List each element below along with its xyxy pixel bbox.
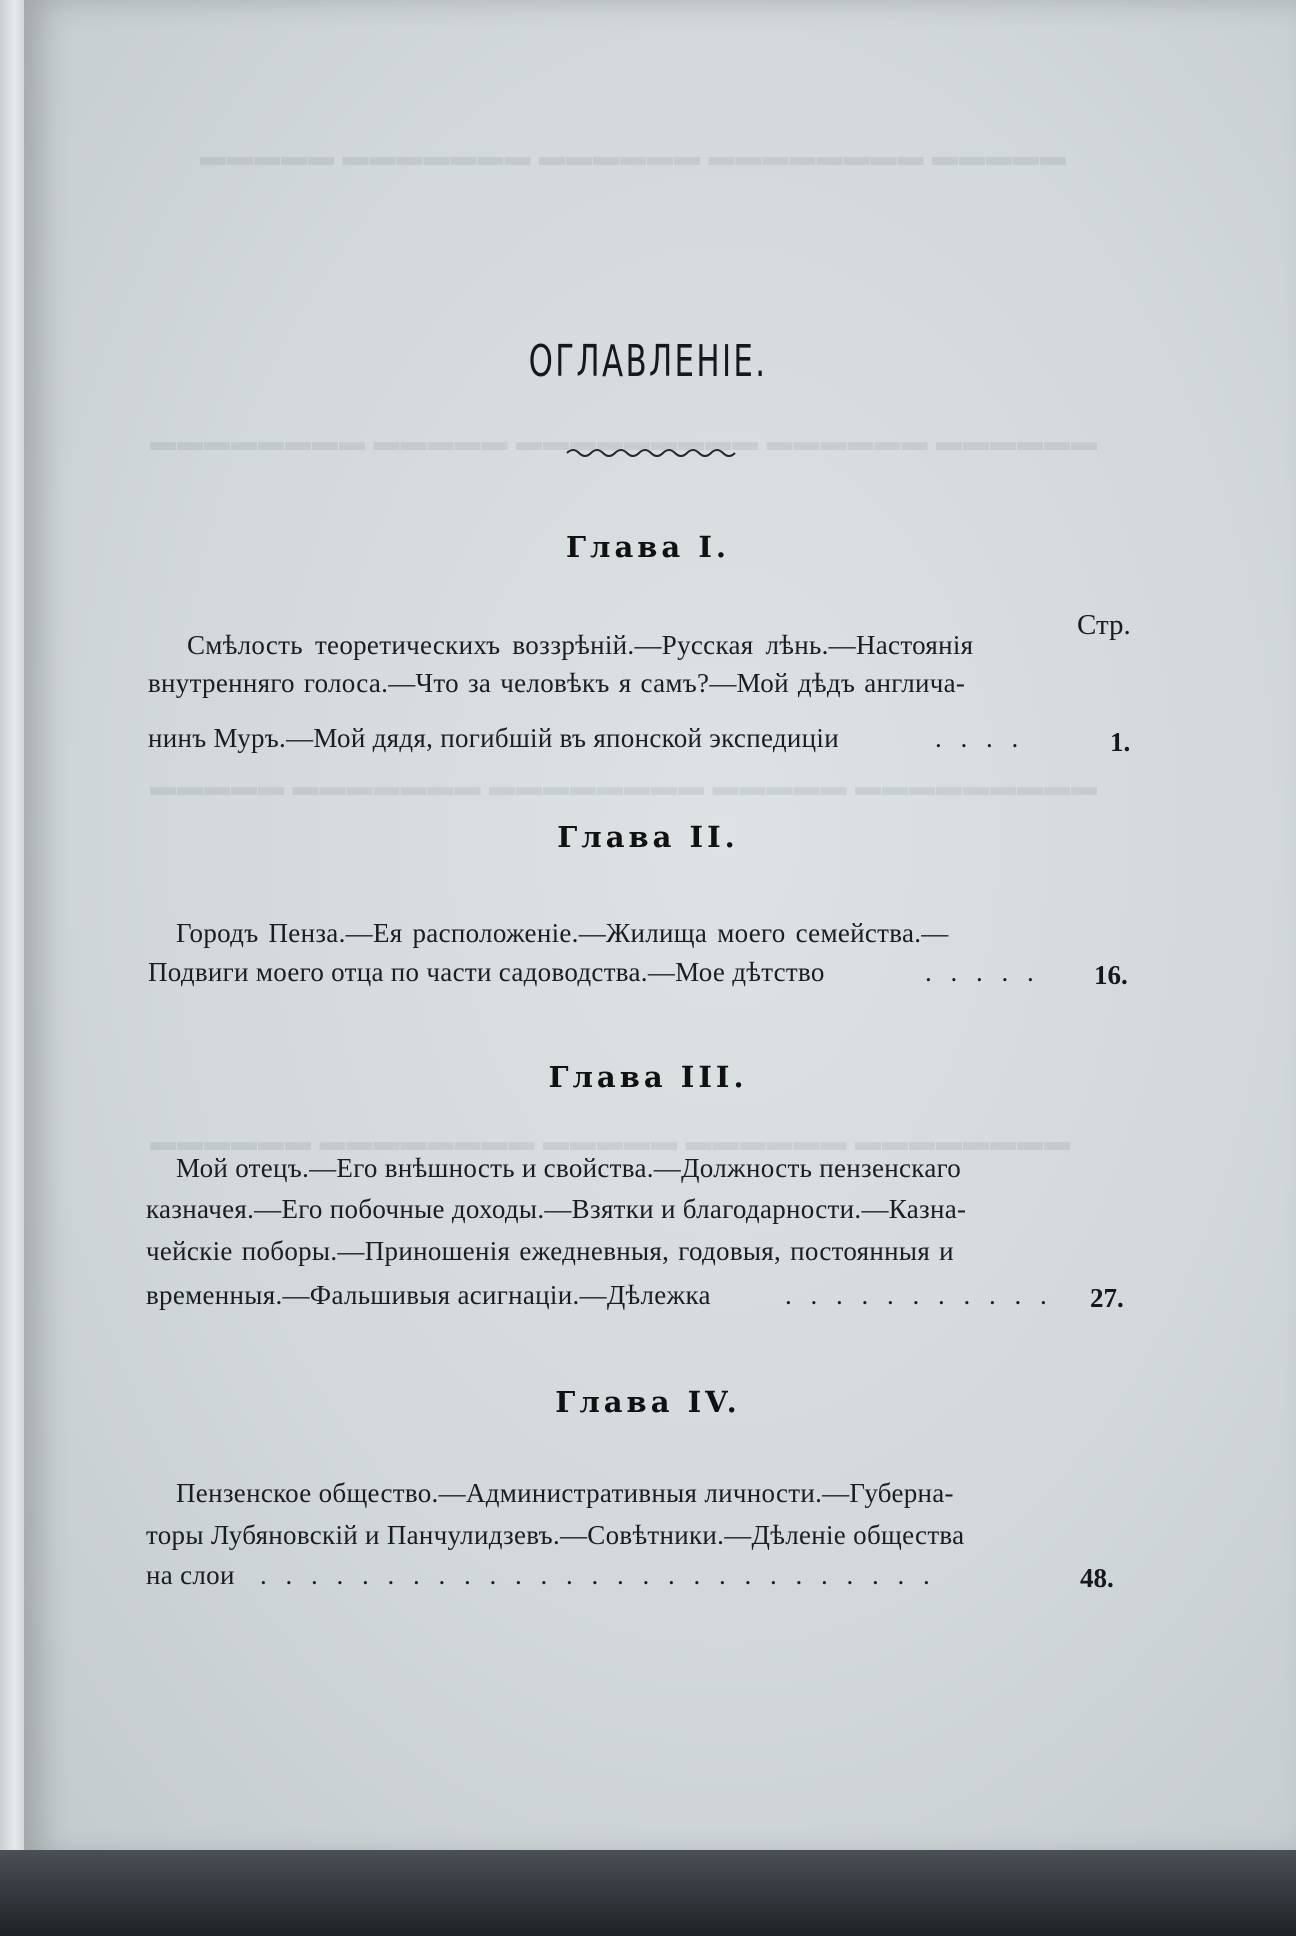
chapter-summary-line: Городъ Пенза.—Ея расположеніе.—Жилища моего семейства.— <box>176 918 949 948</box>
show-through-texture: ▬▬▬▬▬ ▬▬▬▬▬▬▬ ▬▬▬▬▬▬▬▬ ▬▬▬▬▬ ▬▬▬▬▬▬▬▬▬ <box>150 772 1098 801</box>
page-number: 1. <box>1110 727 1131 757</box>
dot-leader: . . . . <box>935 723 1025 753</box>
chapter-summary-line: внутренняго голоса.—Что за человѣкъ я самъ?—Мой дѣдъ англича- <box>148 668 966 698</box>
page-column-label: Стр. <box>1077 609 1131 641</box>
chapter-summary-line: временныя.—Фальшивыя асигнаціи.—Дѣлежка <box>146 1280 711 1310</box>
chapter-heading: Глава I. <box>566 530 730 564</box>
show-through-texture: ▬▬▬▬▬▬ ▬▬▬▬▬▬▬▬ ▬▬▬▬▬ ▬▬▬▬▬▬ ▬▬▬▬▬▬▬▬ <box>150 1127 1071 1156</box>
dot-leader: . . . . . . . . . . . . . . . . . . . . . . . . . . . <box>260 1560 936 1590</box>
chapter-summary-line: казначея.—Его побочные доходы.—Взятки и благодарности.—Казна- <box>146 1194 967 1224</box>
chapter-summary-line: Пензенское общество.—Административныя личности.—Губерна- <box>176 1478 954 1508</box>
show-through-texture: ▬▬▬▬▬▬▬▬ ▬▬▬▬▬ ▬▬▬▬▬▬▬▬▬ ▬▬▬▬▬▬ ▬▬▬▬▬▬ <box>150 427 1098 456</box>
chapter-heading: Глава IV. <box>555 1385 741 1419</box>
chapter-heading: Глава II. <box>557 820 739 854</box>
chapter-heading: Глава III. <box>548 1060 748 1094</box>
chapter-summary-line: Смѣлость теоретическихъ воззрѣній.—Русская лѣнь.—Настоянія <box>187 630 974 660</box>
chapter-summary-line: нинъ Муръ.—Мой дядя, погибшій въ японской экспедиціи <box>148 723 839 753</box>
toc-title: ОГЛАВЛЕНІЕ. <box>528 336 768 387</box>
chapter-summary-line: чейскіе поборы.—Приношенія ежедневныя, годовыя, постоянныя и <box>146 1236 954 1266</box>
chapter-summary-line: Подвиги моего отца по части садоводства.—Мое дѣтство <box>148 957 825 987</box>
page-number: 16. <box>1094 960 1128 990</box>
title-ornament <box>565 446 740 460</box>
chapter-summary-line: Мой отецъ.—Его внѣшность и свойства.—Должность пензенскаго <box>176 1153 962 1183</box>
chapter-summary-line: торы Лубяновскій и Панчулидзевъ.—Совѣтники.—Дѣленіе общества <box>146 1520 965 1550</box>
table-surface <box>0 1850 1296 1936</box>
show-through-texture: ▬▬▬▬▬ ▬▬▬▬▬▬▬ ▬▬▬▬▬▬ ▬▬▬▬▬▬▬▬ ▬▬▬▬▬ <box>200 142 1067 171</box>
dot-leader: . . . . . <box>925 957 1040 987</box>
chapter-summary-line: на слои <box>146 1560 235 1590</box>
page-number: 48. <box>1080 1563 1114 1593</box>
page-number: 27. <box>1090 1283 1124 1313</box>
dot-leader: . . . . . . . . . . . <box>785 1280 1053 1310</box>
